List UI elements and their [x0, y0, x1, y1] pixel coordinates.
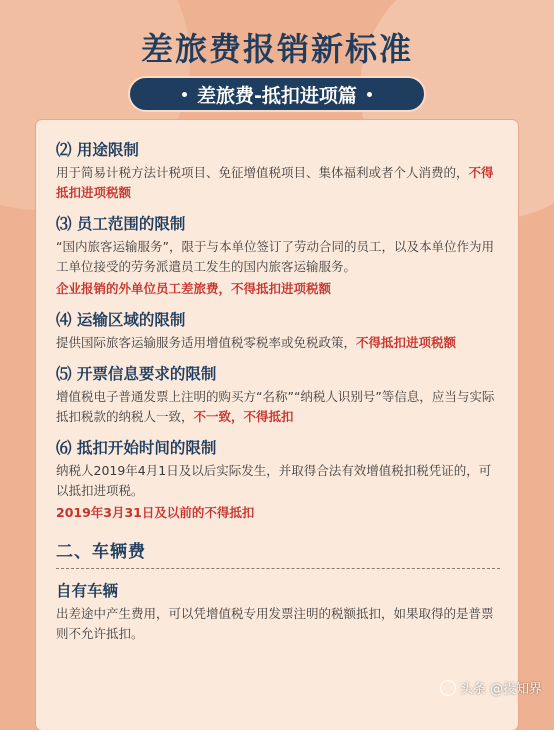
highlight-text: 不得抵扣进项税额 — [56, 165, 494, 200]
section-body — [56, 333, 500, 353]
section-body: “国内旅客运输服务”，限于与本单位签订了劳动合同的员工，以及本单位作为用工单位接受的劳务派遣员工发生的国内旅客运输服务。 — [56, 239, 494, 274]
section-transport-region — [56, 310, 500, 353]
highlight-line: 2019年3月31日及以前的不得抵扣 — [56, 505, 255, 520]
section-employee-scope — [56, 214, 500, 299]
content-area — [56, 140, 500, 644]
bullet-dot-icon — [182, 92, 187, 97]
body-text: 增值税电子普通发票上注明的购买方“名称”“纳税人识别号”等信息，应当与实际抵扣税款的纳税人一致， — [56, 389, 495, 424]
section-heading: ⑵ 用途限制 — [56, 141, 139, 159]
section2-heading: 二、车辆费 — [56, 537, 500, 569]
section-heading: ⑸ 开票信息要求的限制 — [56, 365, 217, 383]
watermark — [440, 678, 542, 697]
watermark-text: 头条 @投知界 — [459, 682, 542, 697]
page-title: 差旅费报销新标准 — [140, 30, 413, 68]
section-body — [56, 163, 500, 203]
section-heading: ⑹ 抵扣开始时间的限制 — [56, 439, 217, 457]
section-body — [56, 387, 500, 427]
section-invoice-info — [56, 364, 500, 427]
section2-body: 出差途中产生费用，可以凭增值税专用发票注明的税额抵扣，如果取得的是普票则不允许抵扣。 — [56, 606, 494, 641]
subtitle-text: 差旅费-抵扣进项篇 — [197, 84, 357, 107]
section-usage — [56, 140, 500, 203]
section-body: 纳税人2019年4月1日及以后实际发生，并取得合法有效增值税扣税凭证的，可以抵扣进项税。 — [56, 463, 492, 498]
section-heading: ⑶ 员工范围的限制 — [56, 215, 186, 233]
watermark-logo-icon — [440, 680, 456, 696]
section-heading: ⑷ 运输区域的限制 — [56, 311, 186, 329]
highlight-text: 不一致，不得抵扣 — [193, 409, 294, 424]
section-start-time — [56, 438, 500, 523]
highlight-text: 不得抵扣进项税额 — [356, 335, 457, 350]
highlight-line: 企业报销的外单位员工差旅费，不得抵扣进项税额 — [56, 281, 332, 296]
body-text: 提供国际旅客运输服务适用增值税零税率或免税政策， — [56, 335, 357, 350]
body-text: 用于简易计税方法计税项目、免征增值税项目、集体福利或者个人消费的， — [56, 165, 469, 180]
section2-subheading: 自有车辆 — [56, 582, 119, 600]
bullet-dot-icon — [367, 92, 372, 97]
subtitle-badge — [128, 76, 426, 112]
